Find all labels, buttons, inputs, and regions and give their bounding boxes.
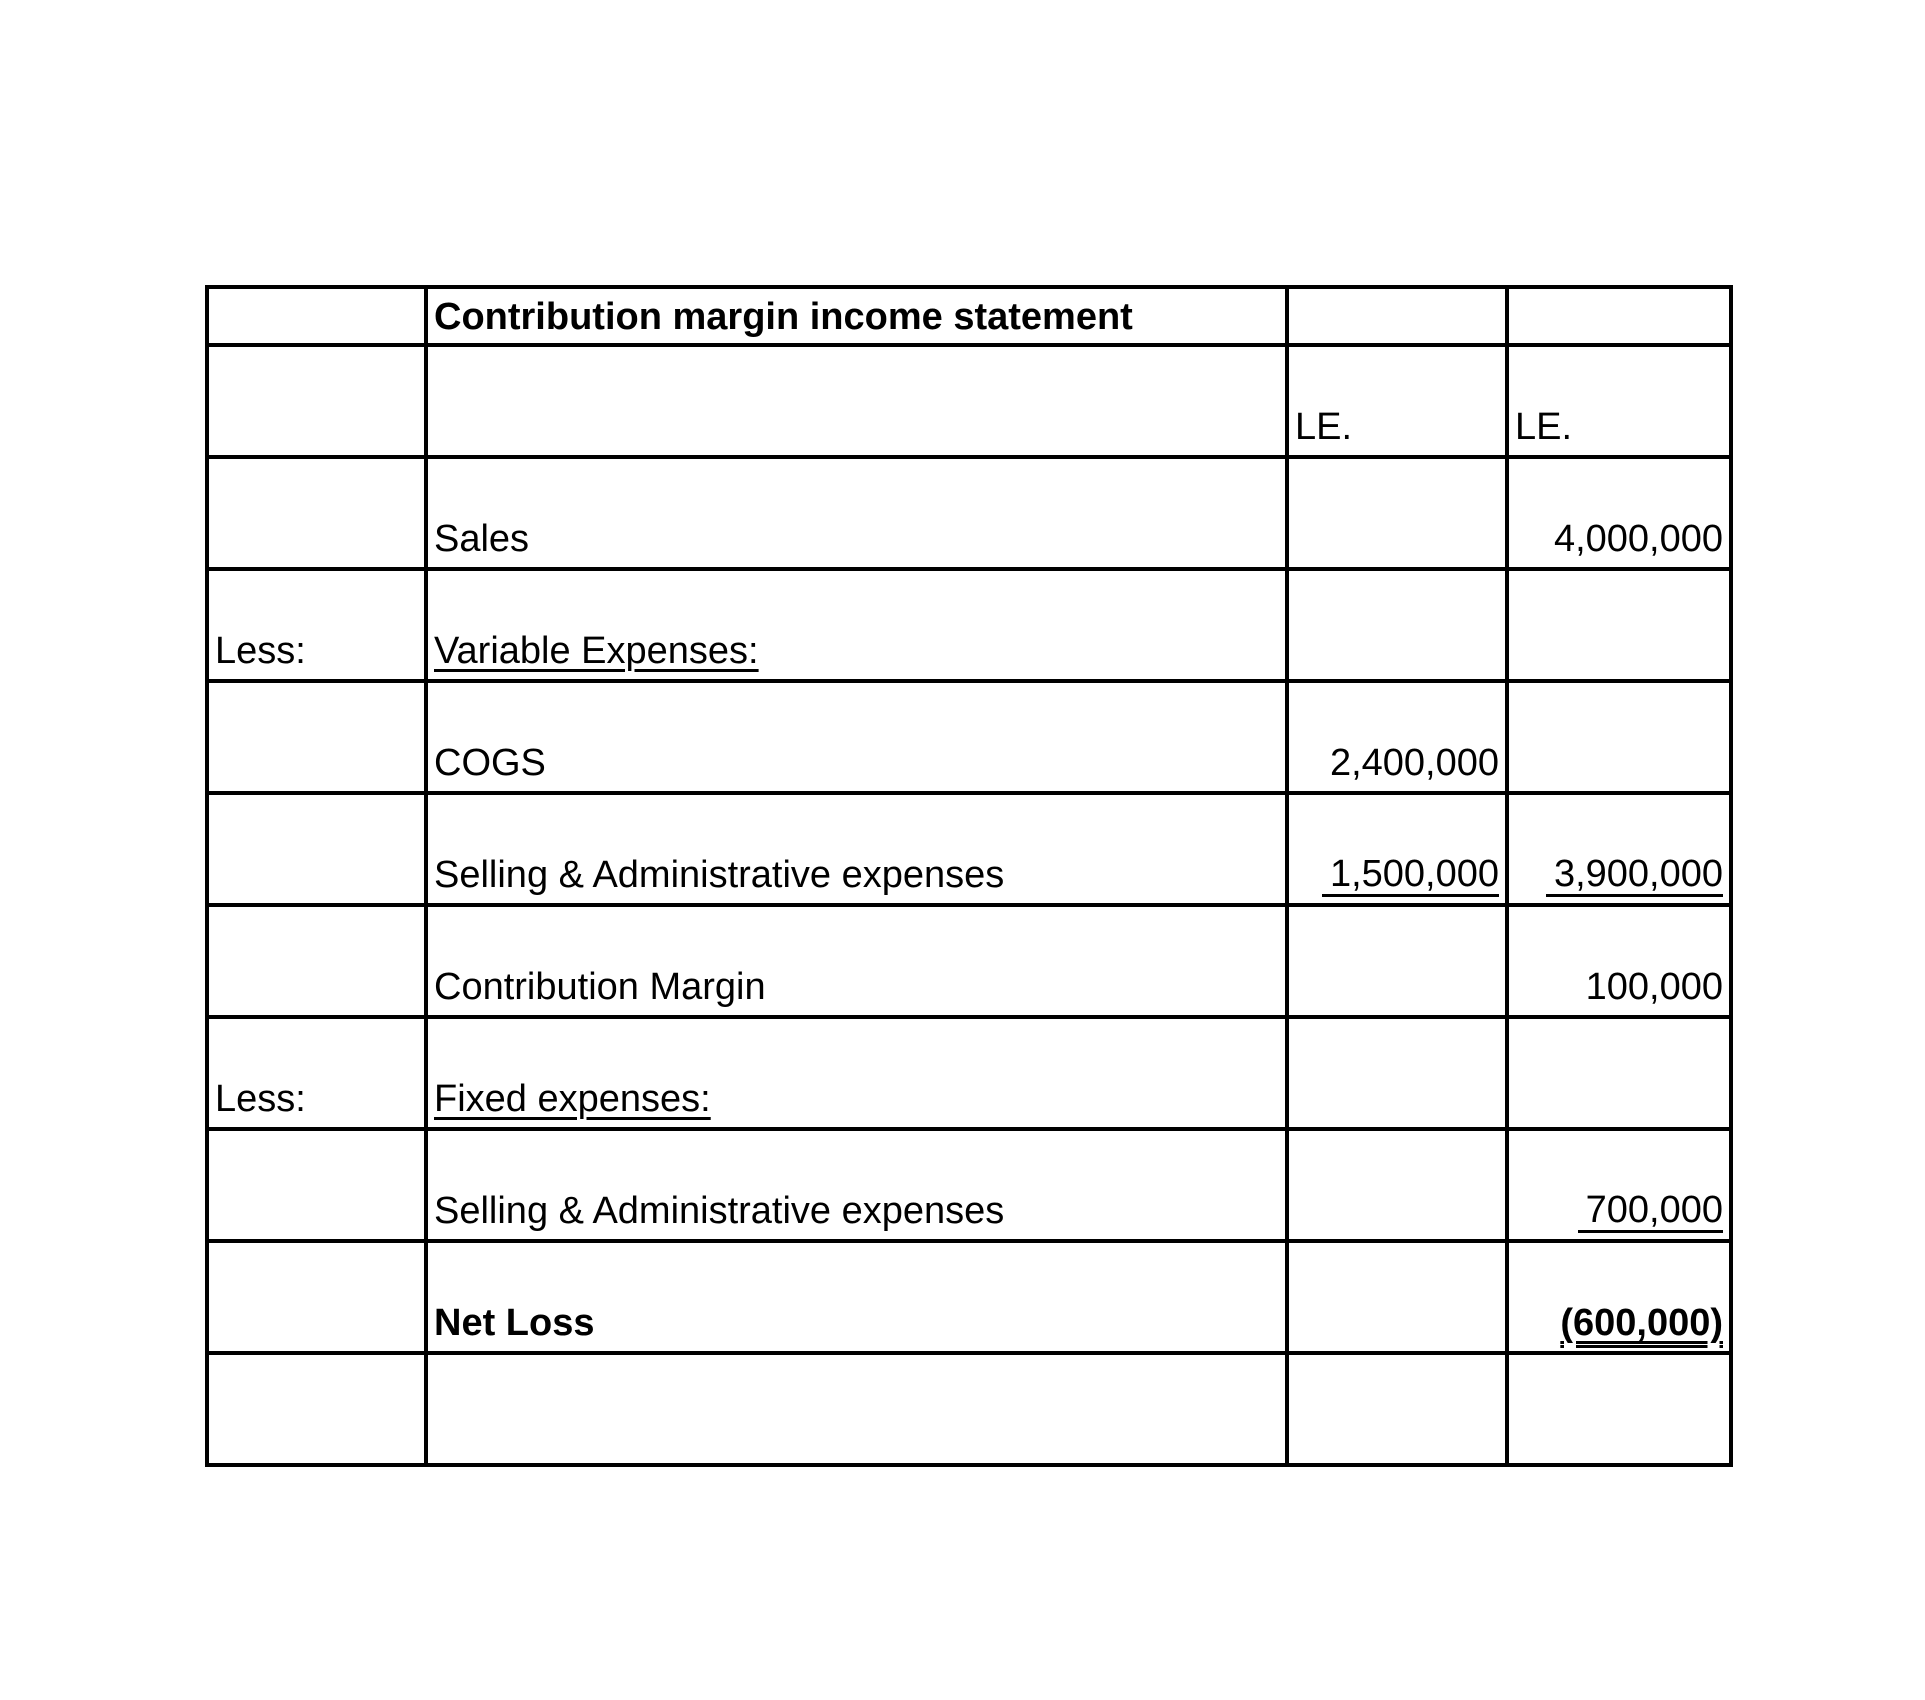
row-col1: 1,500,000 [1322,854,1499,897]
row-variable-selling-admin [207,793,1731,905]
title-row [207,287,1731,345]
cell-empty [207,345,426,457]
row-col1 [1287,1129,1507,1241]
row-col2-cell [1507,793,1731,905]
row-label: Fixed expenses: [434,1078,711,1120]
cell-empty [1287,287,1507,345]
row-prefix [207,1129,426,1241]
row-col1 [1287,1241,1507,1353]
row-col2 [1507,681,1731,793]
cell-empty [207,1353,426,1465]
row-prefix [207,1241,426,1353]
row-label: Contribution Margin [426,905,1287,1017]
cell-empty [426,1353,1287,1465]
currency-header-2: LE. [1507,345,1731,457]
row-col1 [1287,569,1507,681]
row-col1 [1287,905,1507,1017]
cell-empty [1507,1353,1731,1465]
row-col1 [1287,457,1507,569]
row-label: Selling & Administrative expenses [426,793,1287,905]
row-label: Selling & Administrative expenses [426,1129,1287,1241]
row-cogs [207,681,1731,793]
row-col2 [1507,569,1731,681]
row-label: COGS [426,681,1287,793]
row-col2: 100,000 [1507,905,1731,1017]
row-label: Sales [426,457,1287,569]
row-col1: 2,400,000 [1287,681,1507,793]
row-prefix [207,905,426,1017]
row-fixed-selling-admin [207,1129,1731,1241]
row-label-cell [426,569,1287,681]
row-prefix [207,793,426,905]
statement-title: Contribution margin income statement [426,287,1287,345]
row-col2: 3,900,000 [1546,854,1723,897]
currency-header-1: LE. [1287,345,1507,457]
row-col2: (600,000) [1560,1302,1723,1344]
row-prefix: Less: [207,1017,426,1129]
row-col1 [1287,1017,1507,1129]
row-col2: 4,000,000 [1507,457,1731,569]
row-variable-expenses [207,569,1731,681]
cell-empty [1507,287,1731,345]
row-col1-cell [1287,793,1507,905]
currency-header-row [207,345,1731,457]
row-sales [207,457,1731,569]
row-prefix [207,681,426,793]
row-label-cell [426,1017,1287,1129]
row-prefix [207,457,426,569]
cell-empty [1287,1353,1507,1465]
row-prefix: Less: [207,569,426,681]
income-statement-table [205,285,1733,1467]
row-col2-cell [1507,1241,1731,1353]
row-label: Variable Expenses: [434,630,759,672]
cell-empty [426,345,1287,457]
row-contribution-margin [207,905,1731,1017]
row-col2-cell [1507,1129,1731,1241]
row-net-loss [207,1241,1731,1353]
row-empty [207,1353,1731,1465]
row-col2 [1507,1017,1731,1129]
row-fixed-expenses [207,1017,1731,1129]
cell-empty [207,287,426,345]
row-col2: 700,000 [1578,1190,1723,1233]
row-label: Net Loss [426,1241,1287,1353]
